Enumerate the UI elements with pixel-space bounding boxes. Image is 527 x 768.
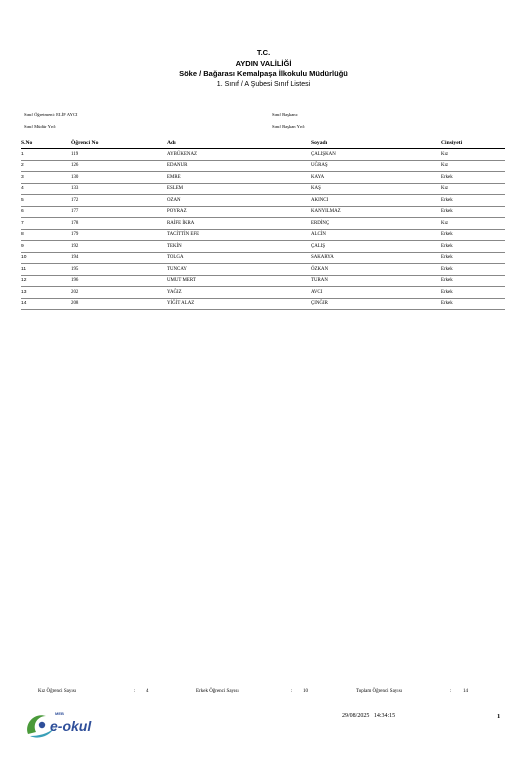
row-gender: Erkek xyxy=(441,264,505,276)
table-row xyxy=(21,252,505,264)
row-sno: 8 xyxy=(21,229,71,241)
row-name: ESLEM xyxy=(167,183,311,195)
row-student-no: 119 xyxy=(71,149,167,161)
row-gender: Erkek xyxy=(441,229,505,241)
row-student-no: 196 xyxy=(71,275,167,287)
row-name: TEKİN xyxy=(167,241,311,253)
row-student-no: 208 xyxy=(71,298,167,310)
row-student-no: 195 xyxy=(71,264,167,276)
row-sno: 10 xyxy=(21,252,71,264)
row-sno: 9 xyxy=(21,241,71,253)
row-student-no: 177 xyxy=(71,206,167,218)
row-surname: ÇALIŞ xyxy=(311,241,441,253)
row-surname: UĞRAŞ xyxy=(311,160,441,172)
male-count-separator: : xyxy=(291,689,293,694)
row-sno: 6 xyxy=(21,206,71,218)
row-name: TOLGA xyxy=(167,252,311,264)
row-student-no: 194 xyxy=(71,252,167,264)
row-student-no: 202 xyxy=(71,287,167,299)
row-sno: 5 xyxy=(21,195,71,207)
row-name: EDANUR xyxy=(167,160,311,172)
e-okul-logo xyxy=(24,706,114,740)
female-count-label: Kız Öğrenci Sayısı xyxy=(38,689,77,694)
vice-president-label: Sınıf Başkan Yrd: xyxy=(272,124,306,129)
total-count-value: 14 xyxy=(463,689,468,694)
row-name: UMUT MERT xyxy=(167,275,311,287)
row-name: RAİFE İKRA xyxy=(167,218,311,230)
column-header-name: Adı xyxy=(167,139,311,149)
table-row xyxy=(21,206,505,218)
row-name: TUNCAY xyxy=(167,264,311,276)
row-name: TACİTTİN EFE xyxy=(167,229,311,241)
column-header-sno: S.No xyxy=(21,139,71,149)
row-name: EMRE xyxy=(167,172,311,184)
header-governorship: AYDIN VALİLİĞİ xyxy=(235,58,292,68)
row-surname: KANYILMAZ xyxy=(311,206,441,218)
print-time: 14:34:15 xyxy=(373,713,396,719)
row-surname: AKINCI xyxy=(311,195,441,207)
row-gender: Erkek xyxy=(441,172,505,184)
row-student-no: 126 xyxy=(71,160,167,172)
row-gender: Kız xyxy=(441,160,505,172)
row-surname: ÇINĞIR xyxy=(311,298,441,310)
row-student-no: 178 xyxy=(71,218,167,230)
e-okul-logo-icon xyxy=(24,706,114,740)
page-number: 1 xyxy=(497,713,501,720)
row-sno: 11 xyxy=(21,264,71,276)
table-row xyxy=(21,241,505,253)
table-row xyxy=(21,218,505,230)
row-gender: Erkek xyxy=(441,298,505,310)
row-name: OZAN xyxy=(167,195,311,207)
row-sno: 7 xyxy=(21,218,71,230)
class-counselor-label: Sınıf Müdür Yrd: xyxy=(24,124,56,129)
class-teacher: Sınıf Öğretmeni: ELİF AYCI xyxy=(24,112,78,117)
logo-text: e-okul xyxy=(50,718,92,734)
row-student-no: 179 xyxy=(71,229,167,241)
female-count-value: 4 xyxy=(146,689,149,694)
table-row xyxy=(21,287,505,299)
table-row xyxy=(21,264,505,276)
row-surname: ÖZKAN xyxy=(311,264,441,276)
row-sno: 4 xyxy=(21,183,71,195)
row-student-no: 192 xyxy=(71,241,167,253)
row-gender: Erkek xyxy=(441,195,505,207)
table-row xyxy=(21,275,505,287)
table-row xyxy=(21,149,505,161)
row-sno: 1 xyxy=(21,149,71,161)
row-surname: SAKARYA xyxy=(311,252,441,264)
class-president-label: Sınıf Başkanı: xyxy=(272,112,299,117)
row-gender: Erkek xyxy=(441,275,505,287)
table-row xyxy=(21,195,505,207)
table-header-row xyxy=(21,139,505,149)
total-count-separator: : xyxy=(450,689,452,694)
student-table xyxy=(21,139,505,310)
row-gender: Erkek xyxy=(441,252,505,264)
male-count-label: Erkek Öğrenci Sayısı xyxy=(196,689,239,694)
header-country: T.C. xyxy=(256,48,271,57)
print-datetime xyxy=(342,713,395,719)
row-gender: Kız xyxy=(441,218,505,230)
row-gender: Kız xyxy=(441,183,505,195)
table-row xyxy=(21,183,505,195)
table-row xyxy=(21,172,505,184)
row-name: YİĞİT ALAZ xyxy=(167,298,311,310)
female-count-separator: : xyxy=(134,689,136,694)
row-surname: AVCI xyxy=(311,287,441,299)
row-sno: 3 xyxy=(21,172,71,184)
row-gender: Erkek xyxy=(441,287,505,299)
row-sno: 13 xyxy=(21,287,71,299)
row-name: AYBÜKENAZ xyxy=(167,149,311,161)
row-surname: TURAN xyxy=(311,275,441,287)
table-row xyxy=(21,229,505,241)
row-student-no: 133 xyxy=(71,183,167,195)
table-row xyxy=(21,160,505,172)
row-sno: 2 xyxy=(21,160,71,172)
row-gender: Erkek xyxy=(441,206,505,218)
row-surname: KAŞ xyxy=(311,183,441,195)
row-surname: KAYA xyxy=(311,172,441,184)
row-student-no: 172 xyxy=(71,195,167,207)
row-surname: ÇALIŞKAN xyxy=(311,149,441,161)
row-surname: ALCİN xyxy=(311,229,441,241)
row-surname: ERDİNÇ xyxy=(311,218,441,230)
row-name: YAĞIZ xyxy=(167,287,311,299)
logo-small-text: MEB xyxy=(55,711,64,716)
row-name: POYRAZ xyxy=(167,206,311,218)
row-student-no: 130 xyxy=(71,172,167,184)
header-list-title: 1. Sınıf / A Şubesi Sınıf Listesi xyxy=(216,80,311,88)
document-header xyxy=(0,48,527,90)
column-header-gender: Cinsiyeti xyxy=(441,139,505,149)
male-count-value: 10 xyxy=(303,689,308,694)
column-header-surname: Soyadı xyxy=(311,139,441,149)
row-gender: Erkek xyxy=(441,241,505,253)
total-count-label: Toplam Öğrenci Sayısı xyxy=(356,689,403,694)
row-sno: 14 xyxy=(21,298,71,310)
print-date: 29/08/2025 xyxy=(342,713,370,719)
table-row xyxy=(21,298,505,310)
row-sno: 12 xyxy=(21,275,71,287)
row-gender: Kız xyxy=(441,149,505,161)
header-school: Söke / Bağarası Kemalpaşa İlkokulu Müdürlüğü xyxy=(179,69,348,78)
column-header-student-no: Öğrenci No xyxy=(71,139,167,149)
